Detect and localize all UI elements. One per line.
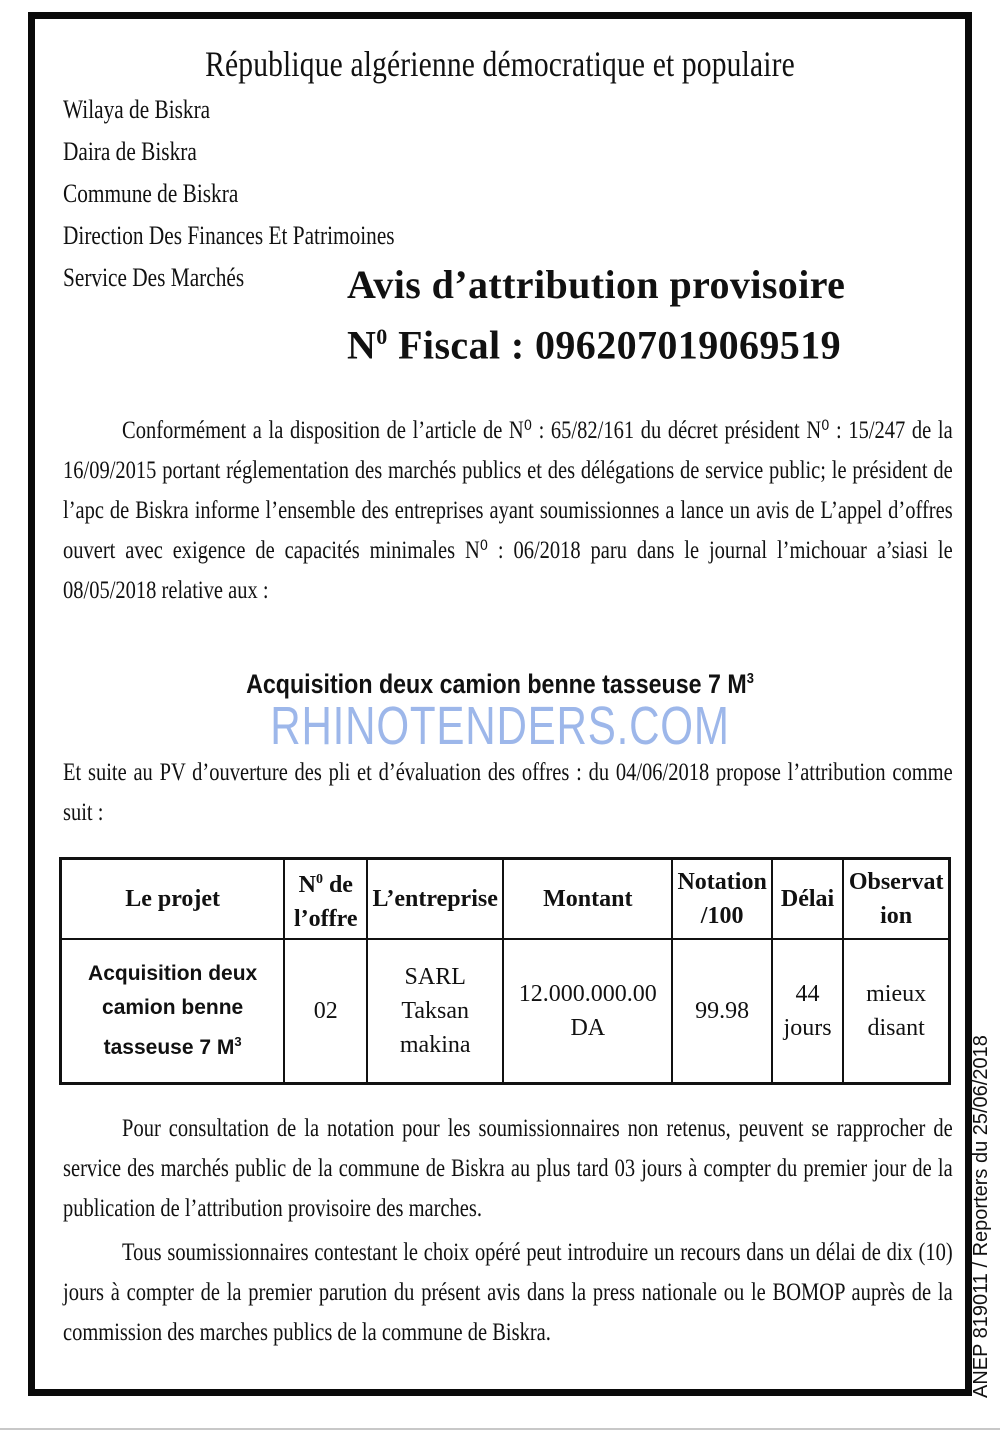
recours-text: Tous soumissionnaires contestant le choix opéré peut introduire un recours dans un délai de dix (10) jours à compter de la premier parution du présent avis dans la press nationale ou le BOMOP auprès de la commission des marches publics de la commune de Biskra. [63,1239,953,1346]
cell-delai: 44 jours [772,939,843,1084]
subject-sup: 3 [746,670,754,687]
cell-projet-sup: 3 [234,1034,242,1049]
watermark: RHINOTENDERS.COM [270,696,730,756]
consultation-text: Pour consultation de la notation pour les soumissionnaires non retenus, peuvent se rapprocher de service des marchés public de la commune de Biskra au plus tard 03 jours à compter du premier jour de la publication de l’attribution provisoire des marches. [63,1115,953,1222]
header-offre [284,859,367,940]
intro-text: Conformément a la disposition de l’article de N⁰ : 65/82/161 du décret président N⁰ : 15/247 de la 16/09/2015 portant réglementation des marchés publics et des délégations de service public; le président de l’apc de Biskra informe l’ensemble des entreprises ayant soumissionnes a lance un avis de L’appel d’offres ouvert avec exigence de capacités minimales N⁰ : 06/2018 paru dans le journal l’michouar a’siasi le 08/05/2018 relative aux : [63,417,953,604]
header-entreprise: L’entreprise [367,859,503,940]
cell-offre: 02 [284,939,367,1084]
header-montant: Montant [503,859,672,940]
notice-frame [28,12,972,1396]
header-notation: Notation /100 [672,859,771,940]
admin-line-direction: Direction Des Finances Et Patrimoines [63,221,395,250]
header-offre-n: N [298,871,316,898]
admin-line-wilaya: Wilaya de Biskra [63,95,211,124]
fiscal-prefix: N [347,322,377,368]
admin-line-daira: Daira de Biskra [63,137,197,166]
fiscal-value: Fiscal : 096207019069519 [387,322,842,368]
cell-entreprise: SARL Taksan makina [367,939,503,1084]
table-header-row [61,859,950,940]
header-offre-sup: 0 [315,871,323,887]
intro-paragraph [63,411,953,611]
header-projet: Le projet [61,859,285,940]
header-observation: Observat ion [843,859,949,940]
cell-projet [61,939,285,1084]
cell-notation: 99.98 [672,939,771,1084]
header-delai: Délai [772,859,843,940]
cell-montant: 12.000.000.00 DA [503,939,672,1084]
consultation-paragraph [63,1109,953,1229]
fiscal-number [347,311,845,371]
attribution-table [59,857,951,1085]
publication-reference: ANEP 819011 / Reporters du 25/06/2018 [970,1035,992,1398]
cell-projet-text: Acquisition deux camion benne tasseuse 7 M [88,962,258,1059]
subject-text: Acquisition deux camion benne tasseuse 7 M [246,669,747,699]
admin-line-commune: Commune de Biskra [63,179,239,208]
pv-text: Et suite au PV d’ouverture des pli et d’évaluation des offres : du 04/06/2018 propose l’attribution comme suit : [63,759,953,826]
table-row [61,939,950,1084]
cell-observation: mieux disant [843,939,949,1084]
notice-title [347,259,845,371]
pv-paragraph [63,753,953,833]
republic-heading: République algérienne démocratique et populaire [205,44,795,84]
fiscal-sup: 0 [376,324,388,349]
recours-paragraph [63,1233,953,1353]
title-line: Avis d’attribution provisoire [347,262,846,307]
header-offre-rest: de l’offre [294,871,358,932]
admin-line-service: Service Des Marchés [63,263,245,292]
